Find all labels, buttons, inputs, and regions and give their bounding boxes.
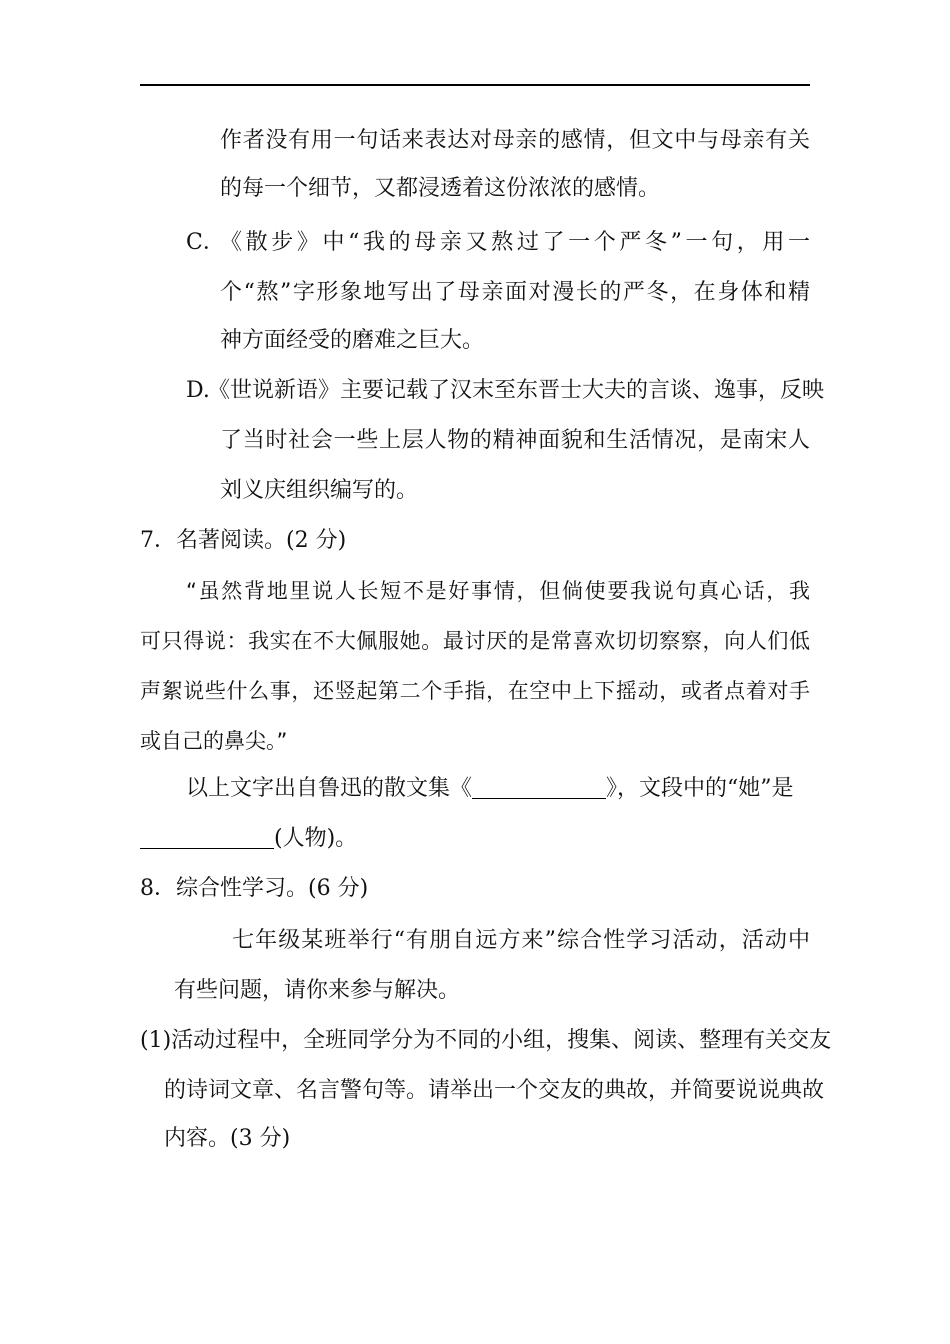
q7-question-line-2 [140, 824, 357, 854]
q8-sub1-line-2: 的诗词文章、名言警句等。请举出一个交友的典故，并简要说说典故 [164, 1078, 825, 1103]
q7-blank-person[interactable] [140, 824, 274, 849]
q7-quote-line-3: 声絮说些什么事，还竖起第二个手指，在空中上下摇动，或者点着对手 [140, 679, 810, 703]
option-b-line-2: 的每一个细节，又都浸透着这份浓浓的感情。 [220, 176, 661, 201]
q7-blank-book[interactable] [472, 774, 606, 799]
q7-quote-line-4: 或自己的鼻尖。” [140, 729, 288, 753]
q7-quote-line-2: 可只得说：我实在不大佩服她。最讨厌的是常喜欢切切察察，向人们低 [140, 629, 810, 653]
header-rule [140, 84, 810, 86]
option-d-line-3: 刘义庆组织编写的。 [220, 478, 419, 503]
q7-question-part3: (人物)。 [274, 826, 358, 851]
option-d-label: D. [186, 378, 210, 403]
q8-intro-line-1: 七年级某班举行“有朋自远方来”综合性学习活动，活动中 [232, 928, 810, 953]
q7-question-line-1 [186, 774, 794, 804]
q7-title: 7．名著阅读。(2 分) [140, 528, 347, 553]
q8-sub1-line-3: 内容。(3 分) [164, 1126, 291, 1151]
option-c-label: C． [186, 230, 225, 255]
q8-title: 8．综合性学习。(6 分) [140, 876, 369, 901]
q8-sub1-line-1: (1)活动过程中，全班同学分为不同的小组，搜集、阅读、整理有关交友 [140, 1028, 832, 1053]
option-d-line-1: 《世说新语》主要记载了汉末至东晋士大夫的言谈、逸事，反映 [208, 378, 825, 403]
option-c-line-2: 个“熬”字形象地写出了母亲面对漫长的严冬，在身体和精 [220, 280, 810, 305]
q7-quote-line-1: “虽然背地里说人长短不是好事情，但倘使要我说句真心话，我 [186, 579, 810, 603]
option-c-line-1: 《散步》中“我的母亲又熬过了一个严冬”一句，用一 [220, 230, 810, 255]
option-c-line-3: 神方面经受的磨难之巨大。 [220, 328, 485, 353]
q7-question-part2: 》，文段中的“她”是 [606, 776, 794, 801]
option-d-line-2: 了当时社会一些上层人物的精神面貌和生活情况，是南宋人 [220, 428, 810, 453]
q8-intro-line-2: 有些问题，请你来参与解决。 [174, 978, 461, 1003]
option-b-line-1: 作者没有用一句话来表达对母亲的感情，但文中与母亲有关 [220, 128, 810, 153]
q7-question-part1: 以上文字出自鲁迅的散文集《 [186, 776, 473, 801]
